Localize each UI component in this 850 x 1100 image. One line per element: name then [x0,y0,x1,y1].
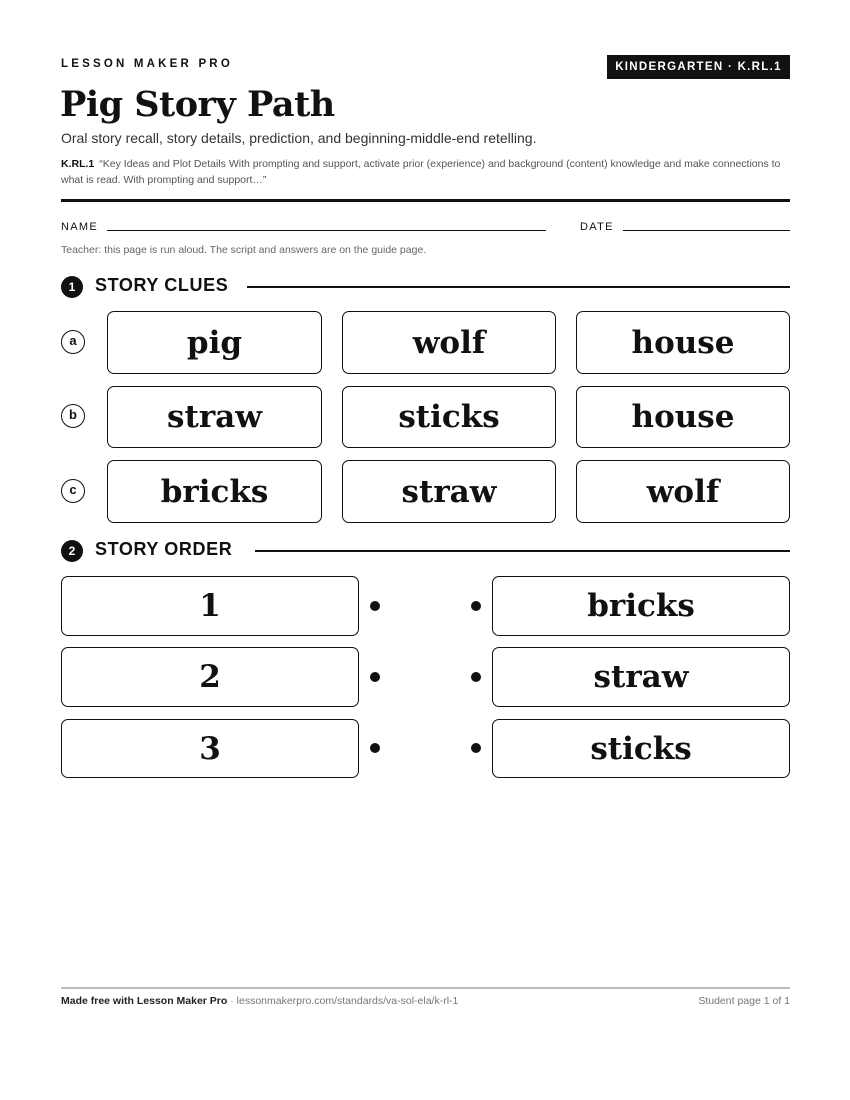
date-field[interactable] [623,230,790,231]
word-card[interactable]: bricks [107,460,322,523]
row-letter: b [61,404,85,428]
order-number-card[interactable]: 2 [61,647,359,707]
date-label: DATE [580,221,614,233]
row-letter: c [61,479,85,503]
standard-description [61,156,791,188]
name-field[interactable] [107,230,546,231]
footer-divider [61,987,790,989]
order-number-card[interactable]: 1 [61,576,359,636]
order-number-card[interactable]: 3 [61,719,359,778]
word-card[interactable]: house [576,311,790,374]
word-card[interactable]: sticks [342,386,556,448]
section-divider [255,550,790,552]
match-dot-right[interactable] [471,672,481,682]
match-dot-right[interactable] [471,743,481,753]
word-card[interactable]: pig [107,311,322,374]
worksheet-subtitle: Oral story recall, story details, prediction, and beginning-middle-end retelling. [61,130,537,146]
match-dot-left[interactable] [370,672,380,682]
standard-text: “Key Ideas and Plot Details With prompting and support, activate prior (experience) and background (content) knowledge and make connections to what is read. With prompting and support…” [61,158,781,186]
section-title: STORY ORDER [95,539,233,559]
word-card[interactable]: wolf [342,311,556,374]
section-title: STORY CLUES [95,275,229,295]
word-card[interactable]: wolf [576,460,790,523]
order-word-card[interactable]: bricks [492,576,790,636]
footer-page-number: Student page 1 of 1 [698,995,790,1007]
name-label: NAME [61,221,98,233]
word-card[interactable]: house [576,386,790,448]
section-divider [247,286,790,288]
row-letter: a [61,330,85,354]
order-word-card[interactable]: straw [492,647,790,707]
section-number-badge: 2 [61,540,83,562]
standard-code: K.RL.1 [61,158,95,170]
footer-url[interactable]: · lessonmakerpro.com/standards/va-sol-ela/k-rl-1 [227,995,459,1007]
word-card[interactable]: straw [342,460,556,523]
order-word-card[interactable]: sticks [492,719,790,778]
word-card[interactable]: straw [107,386,322,448]
match-dot-right[interactable] [471,601,481,611]
teacher-note: Teacher: this page is run aloud. The script and answers are on the guide page. [61,244,427,256]
match-dot-left[interactable] [370,601,380,611]
section-number-badge: 1 [61,276,83,298]
match-dot-left[interactable] [370,743,380,753]
grade-badge: KINDERGARTEN · K.RL.1 [607,55,790,79]
brand-name: LESSON MAKER PRO [61,58,233,70]
footer-made-with: Made free with Lesson Maker Pro [61,995,228,1007]
header-divider [61,199,790,202]
footer-credit [61,995,458,1007]
worksheet-title: Pig Story Path [60,84,335,125]
